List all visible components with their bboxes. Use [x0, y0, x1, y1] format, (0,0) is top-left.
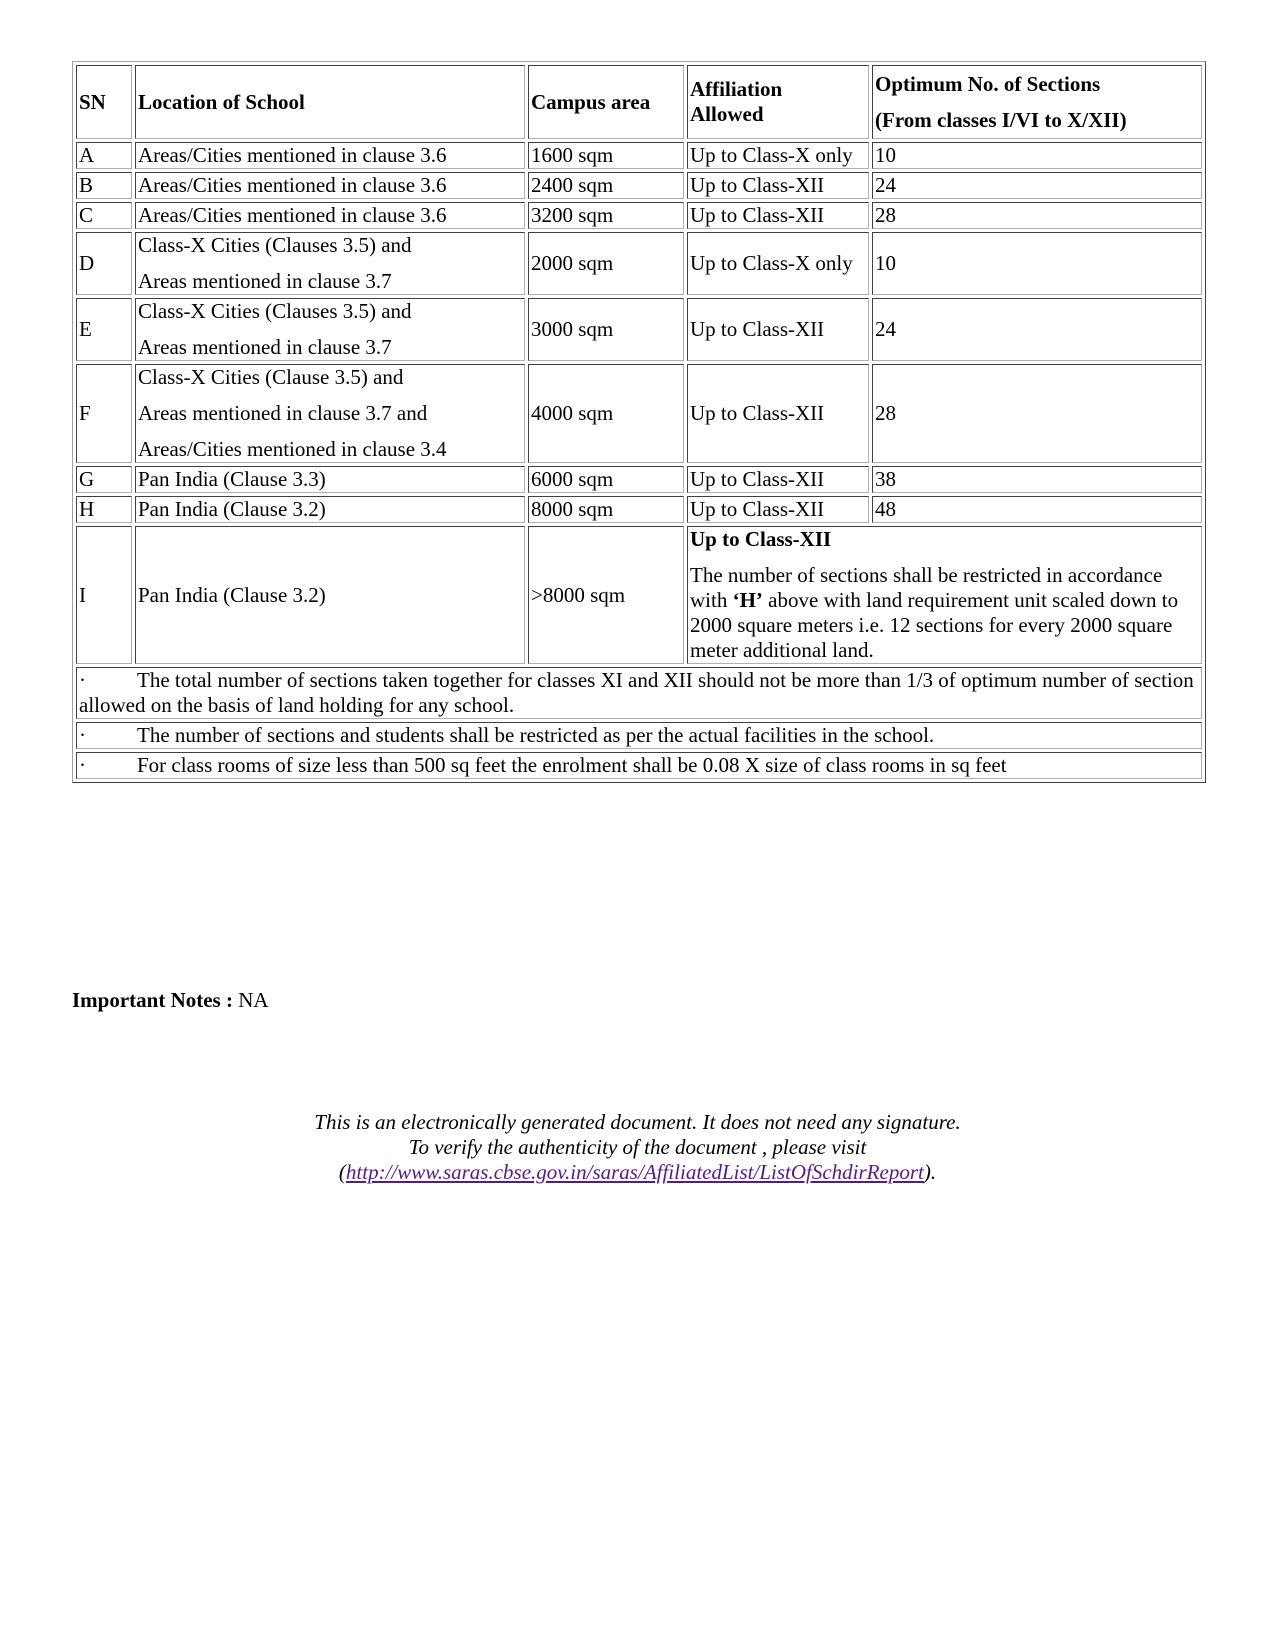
important-notes-label: Important Notes : — [72, 988, 233, 1012]
cell-affiliation: Up to Class-XII — [687, 496, 869, 523]
header-sn: SN — [76, 65, 132, 139]
bullet-icon: · — [79, 753, 86, 777]
cell-sections: 24 — [872, 298, 1202, 361]
location-line: Class-X Cities (Clause 3.5) and — [138, 365, 404, 389]
cell-location: Pan India (Clause 3.2) — [135, 526, 525, 664]
paren-open: ( — [338, 1160, 346, 1184]
cell-sn: F — [76, 364, 132, 463]
cell-sn: B — [76, 172, 132, 199]
footer-line-2: To verify the authenticity of the document , please visit — [408, 1135, 867, 1159]
cell-sn: E — [76, 298, 132, 361]
cell-sn: A — [76, 142, 132, 169]
cell-campus-area: 4000 sqm — [528, 364, 684, 463]
note-cell — [76, 752, 1202, 779]
cell-affiliation: Up to Class-X only — [687, 232, 869, 295]
cell-sn: D — [76, 232, 132, 295]
cell-sections: 24 — [872, 172, 1202, 199]
bullet-icon: · — [79, 668, 86, 692]
cell-sections: 28 — [872, 202, 1202, 229]
table-row — [76, 232, 1202, 295]
table-row — [76, 466, 1202, 493]
cell-campus-area: 6000 sqm — [528, 466, 684, 493]
cell-affiliation: Up to Class-XII — [687, 202, 869, 229]
note-cell — [76, 722, 1202, 749]
cell-affiliation: Up to Class-XII — [687, 172, 869, 199]
header-optimum-line2: (From classes I/VI to X/XII) — [875, 107, 1127, 132]
location-line: Areas/Cities mentioned in clause 3.6 — [138, 173, 447, 197]
table-header-row — [76, 65, 1202, 139]
important-notes-value: NA — [238, 988, 269, 1012]
location-line: Areas mentioned in clause 3.7 — [138, 269, 392, 293]
header-optimum-line1: Optimum No. of Sections — [875, 71, 1101, 96]
cell-affiliation: Up to Class-XII — [687, 298, 869, 361]
note-text: The total number of sections taken together for classes XI and XII should not be more than 1/3 of optimum number of section allowed on the basis of land holding for any school. — [79, 668, 1194, 717]
note-row — [76, 722, 1202, 749]
table-row — [76, 298, 1202, 361]
cell-affiliation: Up to Class-X only — [687, 142, 869, 169]
cell-campus-area: 2000 sqm — [528, 232, 684, 295]
footer-disclaimer — [0, 1110, 1275, 1185]
location-line: Areas/Cities mentioned in clause 3.4 — [138, 437, 447, 461]
cell-location — [135, 232, 525, 295]
cell-location — [135, 202, 525, 229]
cell-location — [135, 142, 525, 169]
cell-sections: 10 — [872, 142, 1202, 169]
cell-sn: I — [76, 526, 132, 664]
header-affiliation-line1: Affiliation — [690, 77, 783, 101]
note-row — [76, 752, 1202, 779]
note-cell — [76, 667, 1202, 719]
location-line: Areas/Cities mentioned in clause 3.6 — [138, 203, 447, 227]
cell-affiliation: Up to Class-XII — [687, 364, 869, 463]
verify-link[interactable]: http://www.saras.cbse.gov.in/saras/AffiliatedList/ListOfSchdirReport — [345, 1160, 924, 1184]
cell-sections: 28 — [872, 364, 1202, 463]
location-line: Pan India (Clause 3.2) — [138, 497, 326, 521]
table-row — [76, 172, 1202, 199]
footer-line-3 — [0, 1160, 1275, 1185]
table-row — [76, 364, 1202, 463]
note-text-pre: The number of sections shall be restricted in accordance with — [690, 563, 1163, 612]
cell-location — [135, 298, 525, 361]
note-text-bold: ‘H’ — [732, 588, 763, 612]
note-row — [76, 667, 1202, 719]
table-row — [76, 202, 1202, 229]
header-affiliation — [687, 65, 869, 139]
affiliation-bold: Up to Class-XII — [690, 527, 832, 551]
cell-location — [135, 496, 525, 523]
header-affiliation-line2: Allowed — [690, 102, 764, 126]
cell-campus-area: 2400 sqm — [528, 172, 684, 199]
cell-sn: C — [76, 202, 132, 229]
footer-line-1: This is an electronically generated document. It does not need any signature. — [314, 1110, 961, 1134]
cell-sections: 38 — [872, 466, 1202, 493]
cell-affiliation-note — [687, 526, 1202, 664]
cell-location — [135, 172, 525, 199]
bullet-icon: · — [79, 723, 86, 747]
header-optimum-sections — [872, 65, 1202, 139]
location-line: Class-X Cities (Clauses 3.5) and — [138, 299, 412, 323]
cell-campus-area: 1600 sqm — [528, 142, 684, 169]
table-row — [76, 526, 1202, 664]
note-text-post: above with land requirement unit scaled down to 2000 square meters i.e. 12 sections for every 2000 square meter additional land. — [690, 588, 1179, 662]
cell-campus-area: 3000 sqm — [528, 298, 684, 361]
cell-affiliation: Up to Class-XII — [687, 466, 869, 493]
cell-campus-area: >8000 sqm — [528, 526, 684, 664]
note-text: For class rooms of size less than 500 sq feet the enrolment shall be 0.08 X size of class rooms in sq feet — [137, 753, 1007, 777]
cell-location — [135, 364, 525, 463]
paren-close: ). — [923, 1160, 937, 1184]
cell-sn: H — [76, 496, 132, 523]
location-line: Areas mentioned in clause 3.7 and — [138, 401, 428, 425]
location-line: Pan India (Clause 3.3) — [138, 467, 326, 491]
location-line: Areas/Cities mentioned in clause 3.6 — [138, 143, 447, 167]
cell-sn: G — [76, 466, 132, 493]
header-location: Location of School — [135, 65, 525, 139]
school-requirements-table — [72, 61, 1206, 783]
cell-location — [135, 466, 525, 493]
header-campus-area: Campus area — [528, 65, 684, 139]
cell-sections: 10 — [872, 232, 1202, 295]
table-row — [76, 496, 1202, 523]
cell-campus-area: 3200 sqm — [528, 202, 684, 229]
table-row — [76, 142, 1202, 169]
location-line: Class-X Cities (Clauses 3.5) and — [138, 233, 412, 257]
cell-sections: 48 — [872, 496, 1202, 523]
cell-campus-area: 8000 sqm — [528, 496, 684, 523]
important-notes — [72, 988, 269, 1013]
location-line: Areas mentioned in clause 3.7 — [138, 335, 392, 359]
note-text: The number of sections and students shall be restricted as per the actual facilities in the school. — [137, 723, 935, 747]
